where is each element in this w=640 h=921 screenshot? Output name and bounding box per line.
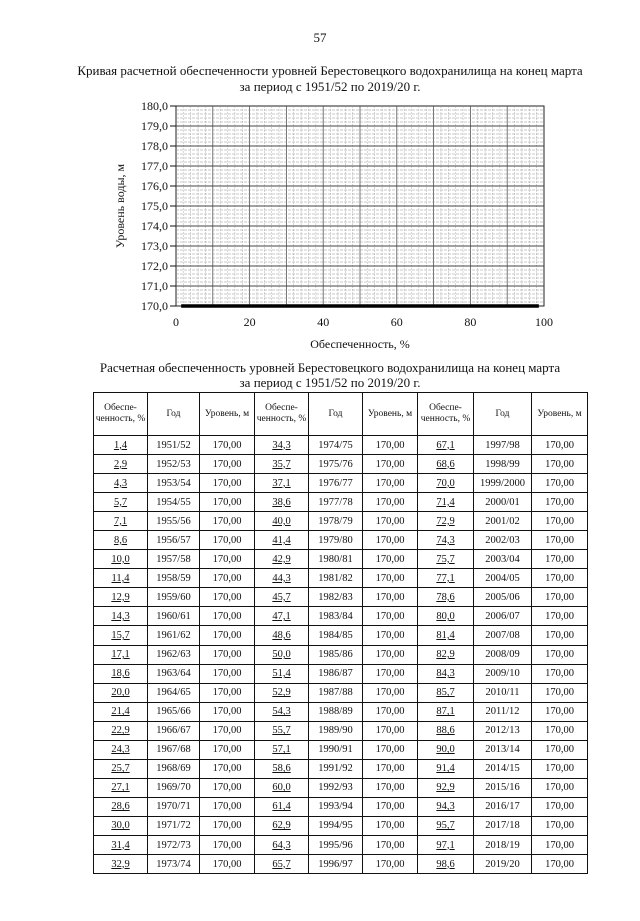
probability-cell: 92,9 <box>418 778 474 797</box>
probability-cell: 94,3 <box>418 797 474 816</box>
level-cell: 170,00 <box>363 436 418 455</box>
table-row <box>94 436 588 455</box>
probability-cell: 41,4 <box>255 531 309 550</box>
year-cell: 1958/59 <box>148 569 200 588</box>
year-cell: 1998/99 <box>474 455 532 474</box>
x-tick-label: 0 <box>173 315 179 329</box>
probability-cell: 22,9 <box>94 721 148 740</box>
level-cell: 170,00 <box>363 778 418 797</box>
level-cell: 170,00 <box>532 550 588 569</box>
year-cell: 1965/66 <box>148 702 200 721</box>
level-cell: 170,00 <box>532 664 588 683</box>
level-cell: 170,00 <box>532 759 588 778</box>
year-cell: 1969/70 <box>148 778 200 797</box>
level-cell: 170,00 <box>532 855 588 874</box>
page-number: 57 <box>313 30 327 45</box>
probability-cell: 37,1 <box>255 474 309 493</box>
year-cell: 1995/96 <box>309 835 363 854</box>
year-cell: 2002/03 <box>474 531 532 550</box>
year-cell: 1963/64 <box>148 664 200 683</box>
year-cell: 2001/02 <box>474 512 532 531</box>
table-row <box>94 778 588 797</box>
probability-cell: 64,3 <box>255 835 309 854</box>
level-cell: 170,00 <box>200 474 255 493</box>
level-cell: 170,00 <box>363 607 418 626</box>
probability-cell: 35,7 <box>255 455 309 474</box>
year-cell: 2008/09 <box>474 645 532 664</box>
year-cell: 1962/63 <box>148 645 200 664</box>
probability-cell: 25,7 <box>94 759 148 778</box>
y-tick-label: 178,0 <box>141 139 168 153</box>
probability-cell: 60,0 <box>255 778 309 797</box>
level-cell: 170,00 <box>363 855 418 874</box>
probability-cell: 40,0 <box>255 512 309 531</box>
year-cell: 1960/61 <box>148 607 200 626</box>
chart-title <box>60 63 600 95</box>
table-row <box>94 759 588 778</box>
probability-cell: 8,6 <box>94 531 148 550</box>
level-cell: 170,00 <box>532 436 588 455</box>
level-cell: 170,00 <box>532 455 588 474</box>
table-row <box>94 683 588 702</box>
probability-cell: 97,1 <box>418 835 474 854</box>
probability-cell: 98,6 <box>418 855 474 874</box>
level-cell: 170,00 <box>532 835 588 854</box>
level-cell: 170,00 <box>200 797 255 816</box>
level-cell: 170,00 <box>363 474 418 493</box>
header-level-1: Уровень, м <box>200 393 255 436</box>
level-cell: 170,00 <box>200 455 255 474</box>
y-tick-label: 175,0 <box>141 199 168 213</box>
probability-cell: 70,0 <box>418 474 474 493</box>
probability-cell: 84,3 <box>418 664 474 683</box>
header-level-3: Уровень, м <box>532 393 588 436</box>
year-cell: 1955/56 <box>148 512 200 531</box>
level-cell: 170,00 <box>200 683 255 702</box>
probability-cell: 90,0 <box>418 740 474 759</box>
probability-cell: 4,3 <box>94 474 148 493</box>
year-cell: 1980/81 <box>309 550 363 569</box>
x-axis-label: Обеспеченность, % <box>310 337 410 351</box>
year-cell: 2019/20 <box>474 855 532 874</box>
probability-cell: 52,9 <box>255 683 309 702</box>
table-row <box>94 740 588 759</box>
year-cell: 2003/04 <box>474 550 532 569</box>
year-cell: 1977/78 <box>309 493 363 512</box>
year-cell: 1989/90 <box>309 721 363 740</box>
x-tick-label: 40 <box>317 315 330 329</box>
year-cell: 1956/57 <box>148 531 200 550</box>
year-cell: 2012/13 <box>474 721 532 740</box>
level-cell: 170,00 <box>200 740 255 759</box>
probability-table <box>93 392 588 874</box>
table-row <box>94 455 588 474</box>
probability-cell: 47,1 <box>255 607 309 626</box>
year-cell: 1967/68 <box>148 740 200 759</box>
probability-cell: 55,7 <box>255 721 309 740</box>
probability-cell: 18,6 <box>94 664 148 683</box>
year-cell: 1994/95 <box>309 816 363 835</box>
year-cell: 2007/08 <box>474 626 532 645</box>
level-cell: 170,00 <box>200 664 255 683</box>
x-tick-label: 80 <box>464 315 477 329</box>
year-cell: 1987/88 <box>309 683 363 702</box>
table-title-line-2: за период с 1951/52 по 2019/20 г. <box>239 375 421 390</box>
probability-cell: 54,3 <box>255 702 309 721</box>
level-cell: 170,00 <box>532 816 588 835</box>
year-cell: 1959/60 <box>148 588 200 607</box>
level-cell: 170,00 <box>200 816 255 835</box>
table-row <box>94 531 588 550</box>
y-tick-label: 171,0 <box>141 279 168 293</box>
probability-cell: 11,4 <box>94 569 148 588</box>
probability-cell: 58,6 <box>255 759 309 778</box>
year-cell: 1975/76 <box>309 455 363 474</box>
y-tick-label: 177,0 <box>141 159 168 173</box>
level-cell: 170,00 <box>363 740 418 759</box>
level-cell: 170,00 <box>532 721 588 740</box>
x-tick-label: 100 <box>535 315 553 329</box>
level-cell: 170,00 <box>363 588 418 607</box>
probability-cell: 20,0 <box>94 683 148 702</box>
year-cell: 1953/54 <box>148 474 200 493</box>
probability-cell: 7,1 <box>94 512 148 531</box>
year-cell: 2018/19 <box>474 835 532 854</box>
table-row <box>94 569 588 588</box>
level-cell: 170,00 <box>200 645 255 664</box>
probability-cell: 34,3 <box>255 436 309 455</box>
probability-cell: 38,6 <box>255 493 309 512</box>
header-year-1: Год <box>148 393 200 436</box>
table-row <box>94 474 588 493</box>
probability-cell: 77,1 <box>418 569 474 588</box>
probability-cell: 62,9 <box>255 816 309 835</box>
year-cell: 1968/69 <box>148 759 200 778</box>
level-cell: 170,00 <box>363 645 418 664</box>
probability-cell: 95,7 <box>418 816 474 835</box>
level-cell: 170,00 <box>363 664 418 683</box>
probability-cell: 28,6 <box>94 797 148 816</box>
probability-cell: 32,9 <box>94 855 148 874</box>
year-cell: 2004/05 <box>474 569 532 588</box>
year-cell: 1999/2000 <box>474 474 532 493</box>
chart-title-line-2: за период с 1951/52 по 2019/20 г. <box>239 79 421 94</box>
header-level-2: Уровень, м <box>363 393 418 436</box>
level-cell: 170,00 <box>363 569 418 588</box>
level-cell: 170,00 <box>200 702 255 721</box>
table-row <box>94 512 588 531</box>
probability-cell: 14,3 <box>94 607 148 626</box>
year-cell: 2009/10 <box>474 664 532 683</box>
level-cell: 170,00 <box>363 493 418 512</box>
year-cell: 1982/83 <box>309 588 363 607</box>
probability-cell: 51,4 <box>255 664 309 683</box>
header-year-2: Год <box>309 393 363 436</box>
year-cell: 2016/17 <box>474 797 532 816</box>
level-cell: 170,00 <box>532 588 588 607</box>
level-cell: 170,00 <box>532 607 588 626</box>
year-cell: 1957/58 <box>148 550 200 569</box>
level-cell: 170,00 <box>363 816 418 835</box>
level-cell: 170,00 <box>200 493 255 512</box>
level-cell: 170,00 <box>532 626 588 645</box>
year-cell: 2017/18 <box>474 816 532 835</box>
probability-cell: 82,9 <box>418 645 474 664</box>
year-cell: 2014/15 <box>474 759 532 778</box>
level-cell: 170,00 <box>363 550 418 569</box>
probability-cell: 12,9 <box>94 588 148 607</box>
probability-cell: 85,7 <box>418 683 474 702</box>
probability-cell: 21,4 <box>94 702 148 721</box>
probability-cell: 44,3 <box>255 569 309 588</box>
year-cell: 2013/14 <box>474 740 532 759</box>
year-cell: 1971/72 <box>148 816 200 835</box>
year-cell: 1976/77 <box>309 474 363 493</box>
level-cell: 170,00 <box>532 702 588 721</box>
table-row <box>94 607 588 626</box>
probability-cell: 88,6 <box>418 721 474 740</box>
level-cell: 170,00 <box>532 740 588 759</box>
y-tick-label: 170,0 <box>141 299 168 313</box>
year-cell: 1970/71 <box>148 797 200 816</box>
year-cell: 1986/87 <box>309 664 363 683</box>
year-cell: 1964/65 <box>148 683 200 702</box>
year-cell: 1984/85 <box>309 626 363 645</box>
probability-cell: 2,9 <box>94 455 148 474</box>
level-cell: 170,00 <box>200 835 255 854</box>
year-cell: 1966/67 <box>148 721 200 740</box>
level-cell: 170,00 <box>532 569 588 588</box>
probability-cell: 10,0 <box>94 550 148 569</box>
year-cell: 1954/55 <box>148 493 200 512</box>
year-cell: 1993/94 <box>309 797 363 816</box>
probability-cell: 74,3 <box>418 531 474 550</box>
x-tick-label: 20 <box>243 315 256 329</box>
header-probability-2: Обеспе-ченность, % <box>255 393 309 436</box>
header-year-3: Год <box>474 393 532 436</box>
probability-cell: 27,1 <box>94 778 148 797</box>
table-row <box>94 855 588 874</box>
level-cell: 170,00 <box>363 721 418 740</box>
level-cell: 170,00 <box>200 512 255 531</box>
level-cell: 170,00 <box>363 759 418 778</box>
probability-curve-chart <box>100 98 560 356</box>
y-tick-label: 174,0 <box>141 219 168 233</box>
level-cell: 170,00 <box>200 436 255 455</box>
probability-cell: 42,9 <box>255 550 309 569</box>
level-cell: 170,00 <box>200 569 255 588</box>
year-cell: 1979/80 <box>309 531 363 550</box>
year-cell: 1985/86 <box>309 645 363 664</box>
probability-cell: 48,6 <box>255 626 309 645</box>
y-tick-label: 179,0 <box>141 119 168 133</box>
probability-cell: 5,7 <box>94 493 148 512</box>
probability-cell: 65,7 <box>255 855 309 874</box>
level-cell: 170,00 <box>200 588 255 607</box>
level-cell: 170,00 <box>363 797 418 816</box>
year-cell: 1992/93 <box>309 778 363 797</box>
probability-cell: 31,4 <box>94 835 148 854</box>
year-cell: 1991/92 <box>309 759 363 778</box>
probability-cell: 17,1 <box>94 645 148 664</box>
probability-cell: 78,6 <box>418 588 474 607</box>
probability-cell: 67,1 <box>418 436 474 455</box>
year-cell: 2005/06 <box>474 588 532 607</box>
year-cell: 1978/79 <box>309 512 363 531</box>
table-row <box>94 626 588 645</box>
level-cell: 170,00 <box>363 531 418 550</box>
table-row <box>94 550 588 569</box>
year-cell: 1972/73 <box>148 835 200 854</box>
chart-title-line-1: Кривая расчетной обеспеченности уровней Берестовецкого водохранилища на конец марта <box>77 63 583 78</box>
year-cell: 1961/62 <box>148 626 200 645</box>
table-header-row <box>94 393 588 436</box>
probability-cell: 75,7 <box>418 550 474 569</box>
year-cell: 1996/97 <box>309 855 363 874</box>
level-cell: 170,00 <box>200 607 255 626</box>
y-axis-label: Уровень воды, м <box>113 163 127 249</box>
level-cell: 170,00 <box>363 835 418 854</box>
probability-cell: 24,3 <box>94 740 148 759</box>
year-cell: 1952/53 <box>148 455 200 474</box>
table-row <box>94 797 588 816</box>
x-tick-label: 60 <box>390 315 403 329</box>
table-row <box>94 664 588 683</box>
probability-cell: 50,0 <box>255 645 309 664</box>
level-cell: 170,00 <box>363 702 418 721</box>
header-probability-1: Обеспе-ченность, % <box>94 393 148 436</box>
year-cell: 2011/12 <box>474 702 532 721</box>
table-row <box>94 721 588 740</box>
probability-cell: 30,0 <box>94 816 148 835</box>
y-tick-label: 172,0 <box>141 259 168 273</box>
table-title-line-1: Расчетная обеспеченность уровней Берестовецкого водохранилища на конец марта <box>99 360 561 375</box>
probability-cell: 80,0 <box>418 607 474 626</box>
probability-cell: 45,7 <box>255 588 309 607</box>
level-cell: 170,00 <box>363 512 418 531</box>
table-row <box>94 702 588 721</box>
probability-cell: 1,4 <box>94 436 148 455</box>
level-cell: 170,00 <box>200 721 255 740</box>
probability-cell: 91,4 <box>418 759 474 778</box>
probability-cell: 87,1 <box>418 702 474 721</box>
probability-cell: 71,4 <box>418 493 474 512</box>
level-cell: 170,00 <box>200 626 255 645</box>
header-probability-3: Обеспе-ченность, % <box>418 393 474 436</box>
year-cell: 1988/89 <box>309 702 363 721</box>
level-cell: 170,00 <box>363 683 418 702</box>
probability-cell: 81,4 <box>418 626 474 645</box>
year-cell: 1981/82 <box>309 569 363 588</box>
table-row <box>94 816 588 835</box>
table-row <box>94 645 588 664</box>
probability-cell: 61,4 <box>255 797 309 816</box>
table-body <box>94 436 588 874</box>
year-cell: 1974/75 <box>309 436 363 455</box>
level-cell: 170,00 <box>200 759 255 778</box>
level-cell: 170,00 <box>532 645 588 664</box>
level-cell: 170,00 <box>532 683 588 702</box>
year-cell: 1983/84 <box>309 607 363 626</box>
level-cell: 170,00 <box>200 531 255 550</box>
table-row <box>94 493 588 512</box>
year-cell: 1973/74 <box>148 855 200 874</box>
table-row <box>94 588 588 607</box>
level-cell: 170,00 <box>532 474 588 493</box>
probability-cell: 72,9 <box>418 512 474 531</box>
level-cell: 170,00 <box>532 531 588 550</box>
year-cell: 1997/98 <box>474 436 532 455</box>
y-tick-label: 173,0 <box>141 239 168 253</box>
table-title <box>80 360 580 390</box>
level-cell: 170,00 <box>532 778 588 797</box>
year-cell: 1951/52 <box>148 436 200 455</box>
year-cell: 2006/07 <box>474 607 532 626</box>
level-cell: 170,00 <box>200 778 255 797</box>
level-cell: 170,00 <box>532 797 588 816</box>
level-cell: 170,00 <box>200 855 255 874</box>
probability-cell: 15,7 <box>94 626 148 645</box>
level-cell: 170,00 <box>363 626 418 645</box>
y-tick-label: 176,0 <box>141 179 168 193</box>
level-cell: 170,00 <box>532 512 588 531</box>
probability-cell: 57,1 <box>255 740 309 759</box>
level-cell: 170,00 <box>200 550 255 569</box>
level-cell: 170,00 <box>532 493 588 512</box>
year-cell: 2015/16 <box>474 778 532 797</box>
probability-cell: 68,6 <box>418 455 474 474</box>
year-cell: 1990/91 <box>309 740 363 759</box>
table-row <box>94 835 588 854</box>
year-cell: 2000/01 <box>474 493 532 512</box>
y-tick-label: 180,0 <box>141 99 168 113</box>
year-cell: 2010/11 <box>474 683 532 702</box>
level-cell: 170,00 <box>363 455 418 474</box>
